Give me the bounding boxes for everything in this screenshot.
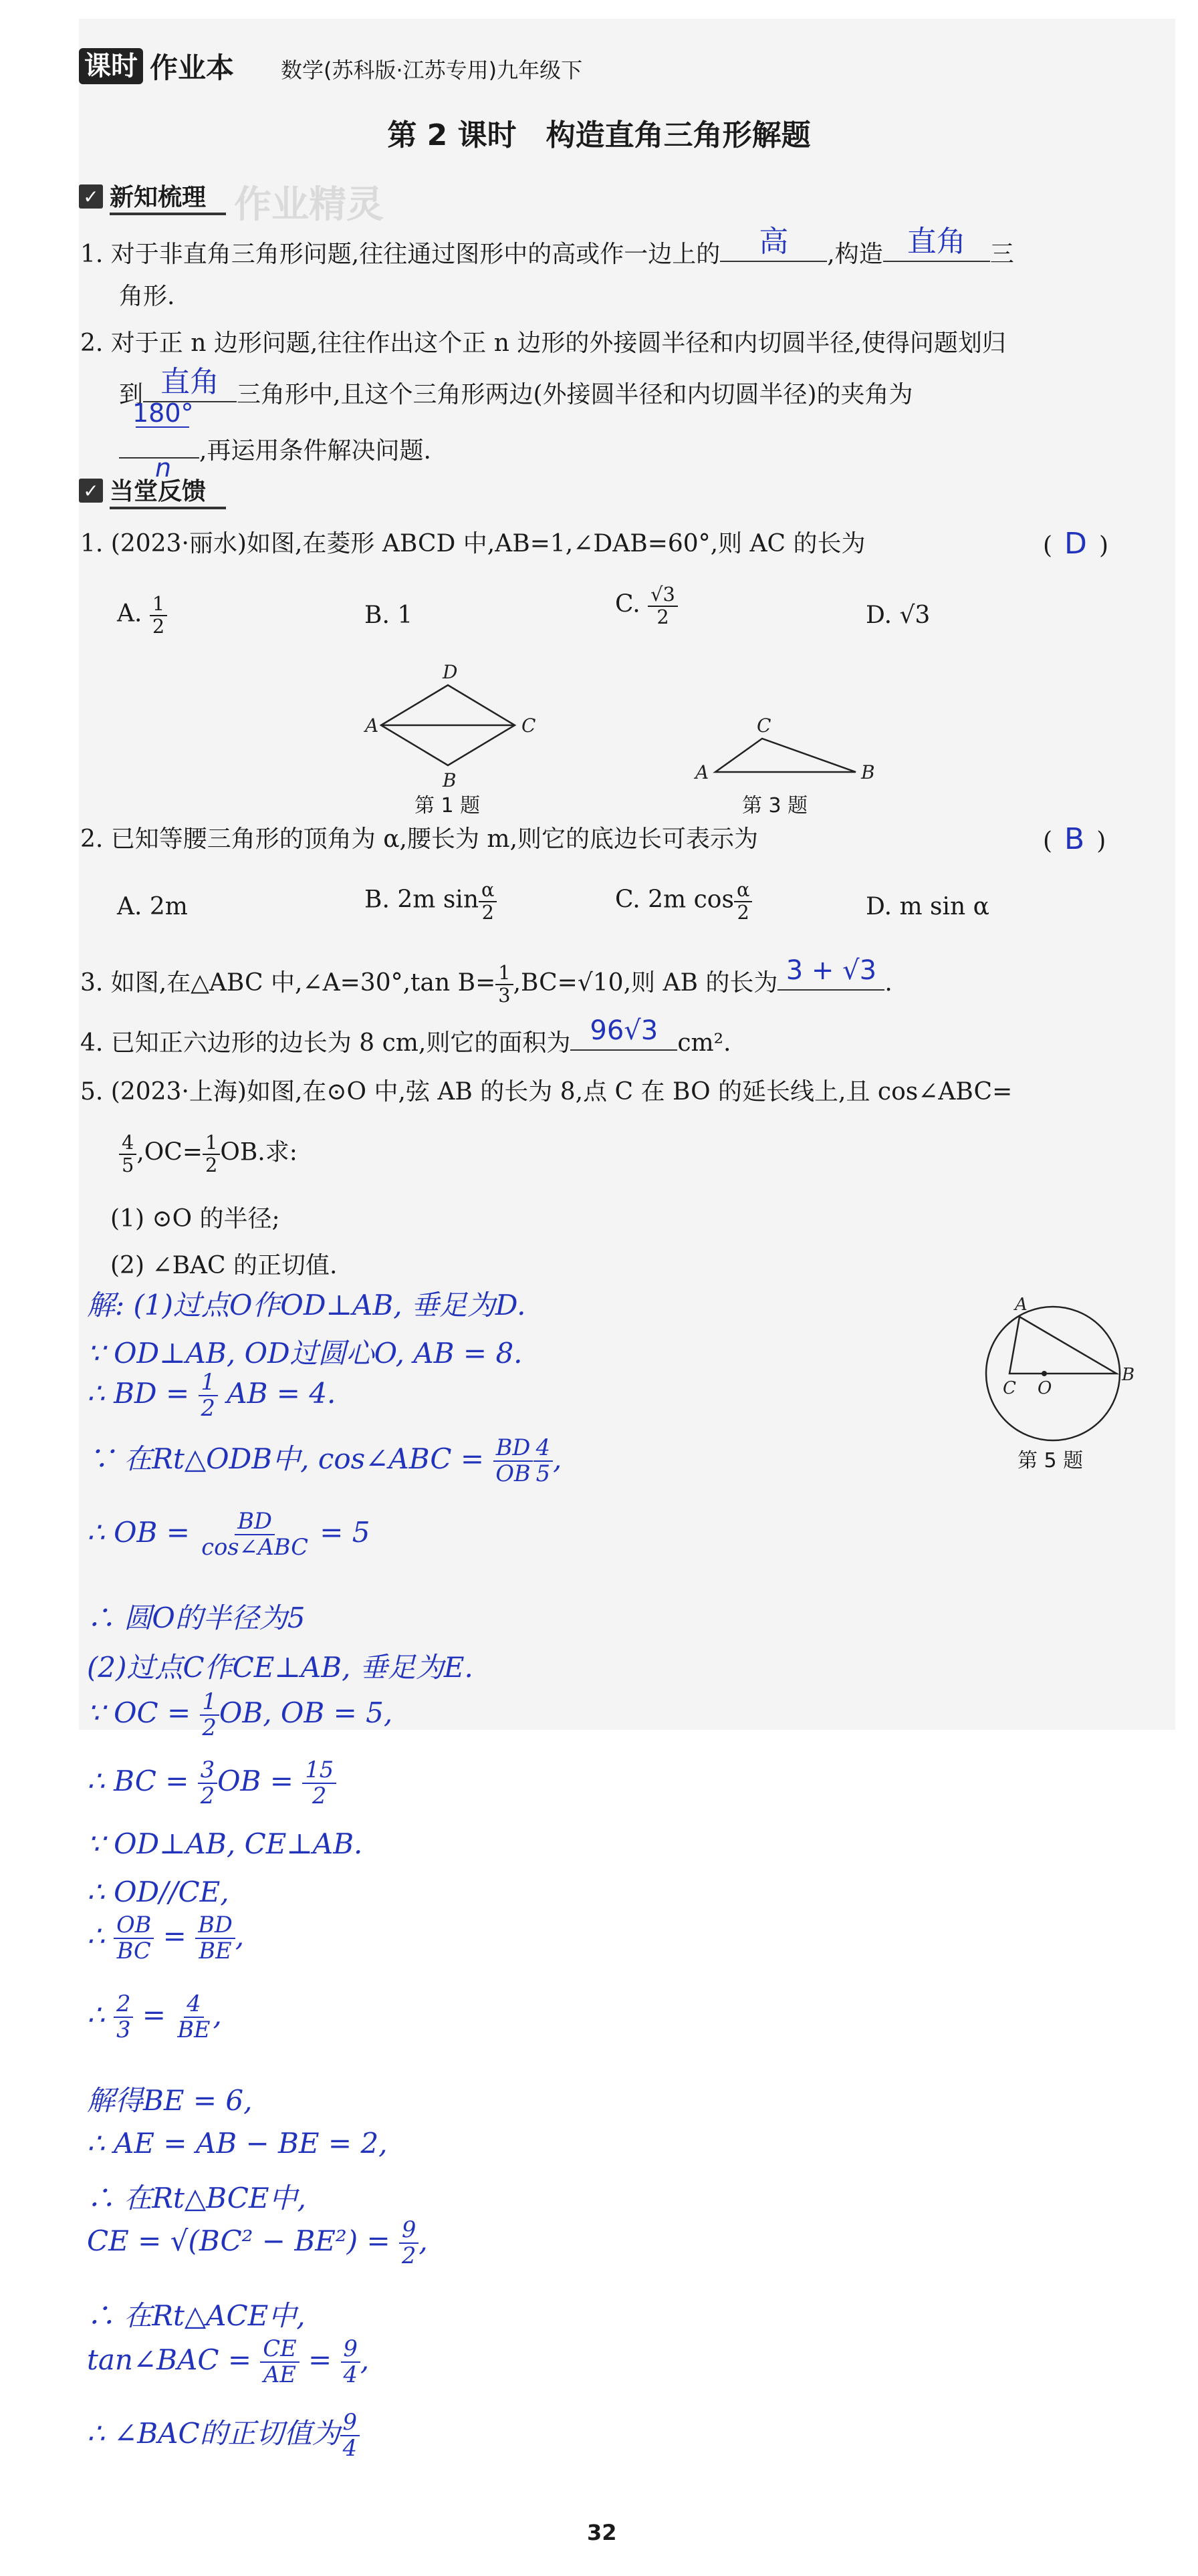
label-b: B (861, 761, 875, 783)
denominator: BC (116, 1937, 151, 1964)
answer-text: 直角 (160, 365, 220, 399)
center-point (1042, 1371, 1047, 1376)
label-c: C (1003, 1378, 1016, 1398)
answer-denominator: n (155, 453, 172, 483)
denominator: 2 (481, 900, 494, 924)
page-number: 32 (587, 2520, 617, 2545)
fraction (203, 1132, 220, 1176)
knowledge-q1-line2: 角形. (119, 283, 175, 310)
text: ∵ OC = (87, 1696, 200, 1729)
solution-line-10: ∵ OD⊥AB, CE⊥AB. (87, 1827, 363, 1860)
solution-line-8 (87, 1690, 392, 1741)
section-title: 当堂反馈 (110, 473, 226, 509)
text: ∴ (87, 1998, 114, 2031)
label-b: B (443, 769, 457, 791)
numerator: 15 (302, 1758, 336, 1784)
solution-line-9 (87, 1758, 336, 1809)
label-a: A (365, 715, 379, 737)
choice-label: A. (117, 600, 150, 628)
choice-label: B. 2m sin (364, 886, 479, 914)
numerator: 1 (203, 1132, 220, 1155)
feedback-q5-part1: (1) ⊙O 的半径; (110, 1205, 280, 1233)
fraction (200, 1690, 219, 1741)
knowledge-q1-line1 (80, 225, 1014, 271)
choice-d: D. √3 (866, 602, 931, 629)
watermark: 作业精灵 (234, 183, 384, 227)
answer-blank (119, 398, 199, 483)
text: = (154, 1919, 196, 1952)
text: ∴ BD = (87, 1376, 199, 1410)
figure-1-rhombus (354, 658, 548, 792)
denominator: 2 (401, 2242, 416, 2269)
text: ,构造 (827, 241, 883, 268)
fraction (119, 1132, 136, 1176)
text: OB = (217, 1764, 303, 1797)
fraction (648, 584, 678, 628)
solution-line-5 (87, 1509, 370, 1560)
feedback-q3 (80, 955, 892, 1007)
numerator: 4 (119, 1132, 136, 1155)
answer-text: D (1064, 527, 1087, 561)
fraction (114, 1992, 133, 2043)
solution-line-6: ∴ 圆O的半径为5 (87, 1601, 306, 1634)
text: 4. 已知正六边形的边长为 8 cm,则它的面积为 (80, 1029, 571, 1057)
text: , (360, 2343, 370, 2376)
paren: ( (1043, 532, 1053, 559)
numerator: 9 (399, 2218, 418, 2244)
knowledge-q2-line2 (119, 365, 913, 411)
choice-label: C. 2m cos (615, 886, 734, 914)
numerator: BD (235, 1509, 275, 1535)
text: OB.求: (220, 1138, 297, 1166)
numerator: 4 (533, 1436, 553, 1462)
knowledge-q2-line1: 2. 对于正 n 边形问题,往往作出这个正 n 边形的外接圆半径和内切圆半径,使得问题划归 (80, 330, 1006, 357)
text: . (884, 969, 892, 997)
triangle-outline (715, 739, 856, 772)
text: ,再运用条件解决问题. (199, 437, 431, 465)
logo-word: 作业本 (150, 51, 235, 84)
denominator: 2 (201, 1394, 215, 1421)
paren: ( (1043, 827, 1053, 855)
feedback-q5-line1: 5. (2023·上海)如图,在⊙O 中,弦 AB 的长为 8,点 C 在 BO 的延长线上,且 cos∠ABC= (80, 1078, 1013, 1106)
numerator: 1 (200, 1690, 219, 1716)
figure-5-circle (969, 1290, 1143, 1464)
solution-line-18: ∴ 在Rt△ACE中, (87, 2299, 306, 2332)
fraction (302, 1758, 336, 1809)
numerator: BD (493, 1436, 533, 1462)
paren: ) (1098, 532, 1108, 559)
text: ,OC= (136, 1138, 203, 1166)
checkbox-icon: ✓ (79, 479, 103, 503)
denominator: 2 (737, 900, 749, 924)
numerator: √3 (648, 584, 678, 607)
denominator: 3 (498, 984, 511, 1007)
text: ,BC=√10,则 AB 的长为 (513, 969, 778, 997)
choice-label: C. (615, 590, 648, 618)
figure-5-caption: 第 5 题 (1017, 1449, 1084, 1472)
denominator: 3 (116, 2016, 131, 2043)
numerator: 2 (114, 1992, 133, 2018)
text: = (299, 2343, 341, 2376)
feedback-q2-answer (1043, 823, 1123, 858)
header-subtitle: 数学(苏科版·江苏专用)九年级下 (281, 57, 583, 83)
fraction (174, 1992, 213, 2043)
text: = (133, 1998, 175, 2031)
solution-line-17 (87, 2218, 428, 2269)
text: ∴ BC = (87, 1764, 198, 1797)
solution-line-20 (87, 2410, 360, 2461)
label-c: C (521, 715, 536, 737)
denominator: 4 (343, 2361, 358, 2388)
fraction (495, 962, 513, 1006)
numerator: 4 (184, 1992, 203, 2018)
denominator: 2 (312, 1782, 327, 1809)
solution-line-3 (87, 1370, 336, 1421)
numerator: 3 (198, 1758, 217, 1784)
choice-a: A. 2m (117, 893, 188, 920)
solution-line-4 (87, 1436, 562, 1487)
choice-b (364, 880, 497, 923)
feedback-q1: 1. (2023·丽水)如图,在菱形 ABCD 中,AB=1,∠DAB=60°,则 AC 的长为 (80, 530, 866, 557)
figure-3-triangle (689, 709, 889, 789)
label-d: D (443, 661, 458, 683)
choice-c (615, 880, 752, 923)
solution-line-14: 解得BE = 6, (87, 2084, 253, 2117)
section-new-knowledge (79, 180, 226, 213)
solution-line-13 (87, 1992, 222, 2043)
answer-blank (720, 225, 827, 262)
solution-line-11: ∴ OD//CE, (87, 1876, 229, 1908)
numerator: α (479, 880, 497, 902)
numerator: 1 (495, 962, 513, 985)
numerator: 1 (150, 594, 167, 616)
text: tan∠BAC = (87, 2343, 261, 2376)
text: AB = 4. (217, 1376, 336, 1410)
denominator: cos∠ABC (201, 1533, 308, 1560)
fraction (199, 1370, 218, 1421)
text: ∴ (87, 1919, 114, 1952)
text: 1. 对于非直角三角形问题,往往通过图形中的高或作一边上的 (80, 241, 721, 268)
label-o: O (1038, 1378, 1052, 1398)
text: , (235, 1919, 245, 1952)
text: CE = √(BC² − BE²) = (87, 2224, 399, 2257)
feedback-q1-answer (1043, 528, 1123, 562)
solution-line-12 (87, 1913, 244, 1964)
feedback-q5-part2: (2) ∠BAC 的正切值. (110, 1252, 338, 1279)
checkbox-icon: ✓ (79, 184, 103, 209)
solution-line-19 (87, 2337, 369, 2388)
text: ∵ 在Rt△ODB中, cos∠ABC = (87, 1442, 493, 1475)
label-c: C (757, 715, 771, 737)
text: 3. 如图,在△ABC 中,∠A=30°,tan B= (80, 969, 496, 997)
denominator: 4 (342, 2434, 357, 2461)
logo-badge: 课时 (79, 48, 143, 84)
page-title: 第 2 课时 构造直角三角形解题 (387, 118, 811, 152)
knowledge-q2-line3 (119, 398, 431, 483)
numerator: 9 (341, 2337, 360, 2363)
numerator: OB (114, 1913, 154, 1939)
label-b: B (1122, 1365, 1135, 1385)
figure-3-caption: 第 3 题 (742, 794, 808, 817)
text: ∴ OB = (87, 1515, 199, 1549)
text: 到 (119, 381, 144, 408)
fraction (399, 2218, 418, 2269)
text: OB, OB = 5, (219, 1696, 393, 1729)
fraction (195, 1913, 235, 1964)
feedback-q2: 2. 已知等腰三角形的顶角为 α,腰长为 m,则它的底边长可表示为 (80, 825, 759, 853)
text: , (418, 2224, 428, 2257)
figure-1-caption: 第 1 题 (414, 794, 481, 817)
text: , (552, 1442, 562, 1475)
numerator: α (734, 880, 752, 902)
fraction (260, 2337, 299, 2388)
solution-line-2: ∵ OD⊥AB, OD过圆心O, AB = 8. (87, 1337, 523, 1370)
solution-line-16: ∴ 在Rt△BCE中, (87, 2182, 306, 2214)
numerator: 1 (199, 1370, 218, 1396)
answer-blank (570, 1015, 677, 1051)
solution-line-7: (2)过点C作CE⊥AB, 垂足为E. (87, 1651, 473, 1684)
text: , (213, 1998, 222, 2031)
denominator: BE (199, 1937, 232, 1964)
feedback-q4 (80, 1015, 731, 1059)
paren: ) (1096, 827, 1106, 855)
choice-c (615, 584, 678, 628)
denominator: BE (177, 2016, 211, 2043)
text: ∴ ∠BAC的正切值为 (87, 2416, 340, 2450)
answer-text: 3 + √3 (786, 955, 877, 986)
fraction (150, 594, 167, 637)
choice-d: D. m sin α (866, 893, 989, 920)
answer-text: B (1064, 822, 1085, 856)
denominator: 2 (205, 1153, 218, 1176)
text: = 5 (310, 1515, 370, 1549)
denominator: 5 (122, 1153, 134, 1176)
fraction (340, 2410, 360, 2461)
answer-numerator: 180° (132, 398, 194, 428)
header-logo (79, 47, 234, 86)
answer-text: 直角 (907, 225, 966, 259)
label-a: A (695, 761, 709, 783)
fraction (341, 2337, 360, 2388)
text: cm². (677, 1029, 731, 1057)
answer-text: 96√3 (590, 1015, 658, 1046)
numerator: 9 (340, 2410, 360, 2436)
choice-a (117, 594, 167, 637)
fraction (479, 880, 497, 923)
fraction (198, 1758, 217, 1809)
answer-blank (883, 225, 990, 262)
denominator: 2 (656, 605, 669, 628)
solution-line-1: 解: (1)过点O作OD⊥AB, 垂足为D. (87, 1289, 526, 1321)
section-feedback (79, 475, 226, 507)
text: 三 (989, 241, 1014, 268)
solution-line-15: ∴ AE = AB − BE = 2, (87, 2127, 388, 2160)
choice-b: B. 1 (364, 602, 413, 629)
section-title: 新知梳理 (110, 178, 226, 215)
denominator: 2 (202, 1714, 217, 1741)
answer-blank (777, 955, 884, 991)
fraction (199, 1509, 311, 1560)
feedback-q5-line2 (119, 1132, 297, 1176)
denominator: AE (263, 2361, 296, 2388)
fraction (734, 880, 752, 923)
numerator: BD (195, 1913, 235, 1939)
fraction-bar (136, 426, 189, 428)
numerator: CE (260, 2337, 299, 2363)
fraction (114, 1913, 154, 1964)
label-a: A (1015, 1295, 1028, 1315)
denominator: 2 (152, 614, 165, 638)
answer-text: 高 (759, 225, 789, 259)
text: 三角形中,且这个三角形两边(外接圆半径和内切圆半径)的夹角为 (237, 381, 913, 408)
denominator: 5 (535, 1460, 550, 1487)
denominator: OB (495, 1460, 531, 1487)
fraction (533, 1436, 553, 1487)
triangle-abc (1009, 1317, 1116, 1374)
fraction (493, 1436, 533, 1487)
denominator: 2 (200, 1782, 215, 1809)
